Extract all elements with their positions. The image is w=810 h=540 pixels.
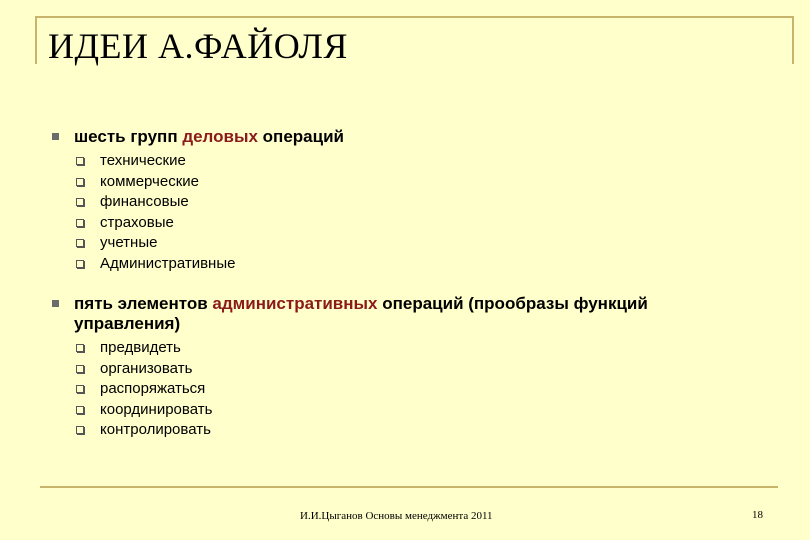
- section-business-operations: [52, 127, 752, 274]
- list-item: [76, 400, 752, 421]
- title-left-rule: [35, 16, 37, 64]
- heading-post: операций (прообразы функций управления): [74, 294, 648, 333]
- heading-pre: пять элементов: [74, 294, 213, 313]
- list-item-label: распоряжаться: [100, 380, 206, 397]
- list-item: [76, 420, 752, 441]
- heading-accent: административных: [212, 294, 378, 313]
- square-bullet-icon: [52, 133, 59, 140]
- heading-pre: шесть групп: [74, 127, 183, 146]
- page-number: 18: [752, 509, 763, 521]
- list-item-label: организовать: [100, 359, 193, 377]
- checkbox-bullet-icon: [76, 178, 84, 186]
- list-item: [76, 379, 752, 400]
- square-bullet-icon: [52, 300, 59, 307]
- checkbox-bullet-icon: [76, 344, 84, 352]
- list-item: [76, 172, 752, 193]
- list-item-label: координировать: [100, 400, 213, 418]
- heading-accent: деловых: [182, 127, 258, 146]
- checkbox-bullet-icon: [76, 157, 84, 165]
- list-item-label: технические: [100, 152, 186, 169]
- checkbox-bullet-icon: [76, 239, 84, 247]
- list-item-label: контролировать: [100, 421, 211, 438]
- footer-rule: [40, 486, 778, 488]
- heading-post: операций: [257, 127, 344, 146]
- list-item: [76, 254, 752, 275]
- main-bullet-item: [52, 294, 752, 334]
- checkbox-bullet-icon: [76, 260, 84, 268]
- list-item-label: страховые: [100, 213, 174, 231]
- title-right-rule: [792, 16, 794, 64]
- list-item-label: Административные: [100, 254, 236, 272]
- sub-list: [52, 151, 752, 274]
- list-item-label: учетные: [100, 234, 158, 251]
- list-item-label: финансовые: [100, 193, 189, 210]
- footer-caption: И.И.Цыганов Основы менеджмента 2011: [300, 510, 493, 522]
- slide-title: ИДЕИ А.ФАЙОЛЯ: [48, 26, 348, 66]
- main-bullet-item: [52, 127, 752, 147]
- list-item: [76, 213, 752, 234]
- list-item: [76, 192, 752, 213]
- section-administrative-operations: [52, 294, 752, 441]
- list-item-label: коммерческие: [100, 172, 199, 190]
- list-item: [76, 151, 752, 172]
- list-item: [76, 338, 752, 359]
- checkbox-bullet-icon: [76, 198, 84, 206]
- list-item: [76, 233, 752, 254]
- checkbox-bullet-icon: [76, 365, 84, 373]
- checkbox-bullet-icon: [76, 406, 84, 414]
- title-top-rule: [35, 16, 793, 18]
- list-item-label: предвидеть: [100, 339, 181, 356]
- checkbox-bullet-icon: [76, 385, 84, 393]
- checkbox-bullet-icon: [76, 426, 84, 434]
- sub-list: [52, 338, 752, 441]
- list-item: [76, 359, 752, 380]
- checkbox-bullet-icon: [76, 219, 84, 227]
